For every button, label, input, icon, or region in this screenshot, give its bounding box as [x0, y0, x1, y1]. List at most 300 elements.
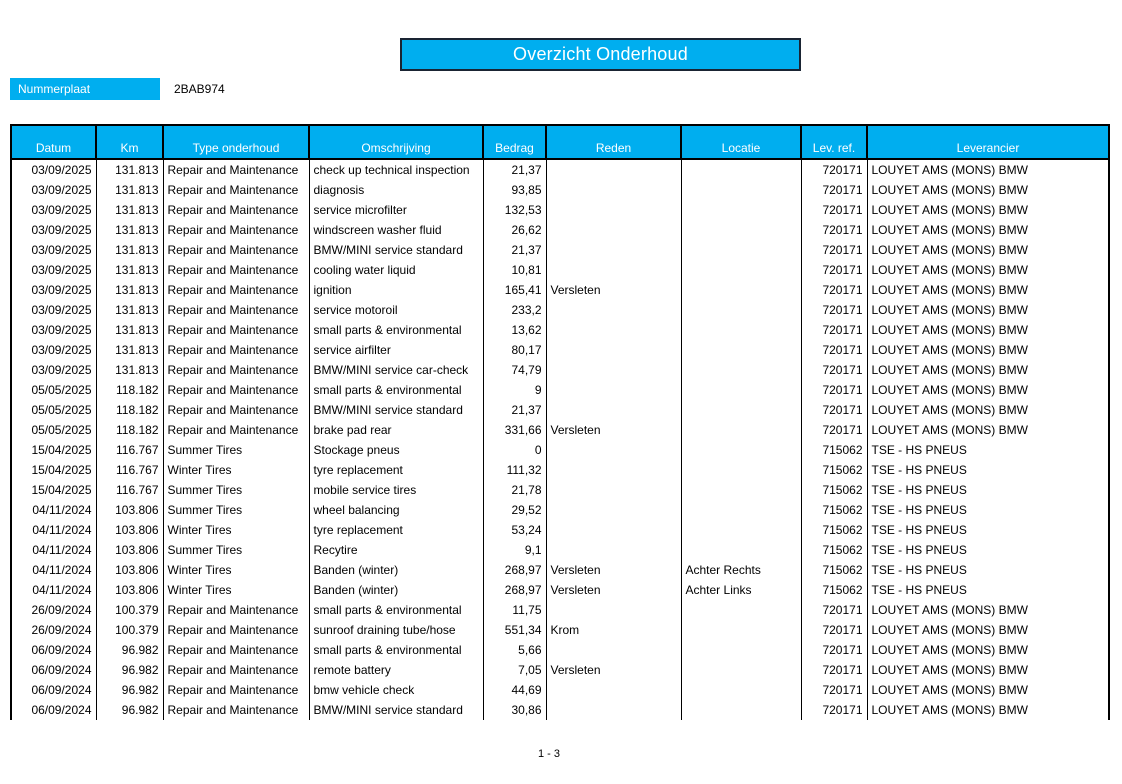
cell-omschrijving: service motoroil [309, 300, 483, 320]
cell-locatie [681, 340, 801, 360]
table-row [11, 680, 1109, 700]
cell-locatie [681, 400, 801, 420]
cell-omschrijving: BMW/MINI service car-check [309, 360, 483, 380]
cell-lev-ref: 720171 [801, 380, 867, 400]
cell-datum: 05/05/2025 [11, 400, 96, 420]
cell-lev-ref: 720171 [801, 660, 867, 680]
cell-km: 131.813 [96, 200, 163, 220]
cell-locatie [681, 460, 801, 480]
cell-leverancier: LOUYET AMS (MONS) BMW [867, 360, 1109, 380]
cell-type-onderhoud: Repair and Maintenance [163, 280, 309, 300]
cell-datum: 04/11/2024 [11, 540, 96, 560]
cell-type-onderhoud: Repair and Maintenance [163, 620, 309, 640]
cell-type-onderhoud: Winter Tires [163, 560, 309, 580]
cell-lev-ref: 720171 [801, 180, 867, 200]
cell-km: 118.182 [96, 380, 163, 400]
cell-bedrag: 11,75 [483, 600, 546, 620]
cell-reden [546, 340, 681, 360]
cell-km: 103.806 [96, 500, 163, 520]
cell-omschrijving: service microfilter [309, 200, 483, 220]
table-row [11, 380, 1109, 400]
cell-reden: Versleten [546, 280, 681, 300]
table-row [11, 300, 1109, 320]
table-row [11, 360, 1109, 380]
column-header-bedrag: Bedrag [483, 125, 546, 159]
cell-type-onderhoud: Winter Tires [163, 580, 309, 600]
cell-locatie [681, 180, 801, 200]
cell-leverancier: LOUYET AMS (MONS) BMW [867, 320, 1109, 340]
cell-type-onderhoud: Repair and Maintenance [163, 200, 309, 220]
cell-leverancier: TSE - HS PNEUS [867, 580, 1109, 600]
cell-leverancier: LOUYET AMS (MONS) BMW [867, 380, 1109, 400]
cell-omschrijving: brake pad rear [309, 420, 483, 440]
column-header-km: Km [96, 125, 163, 159]
cell-km: 116.767 [96, 440, 163, 460]
cell-lev-ref: 715062 [801, 500, 867, 520]
cell-lev-ref: 720171 [801, 260, 867, 280]
cell-locatie [681, 420, 801, 440]
table-header [11, 125, 1109, 159]
table-row [11, 520, 1109, 540]
cell-locatie [681, 520, 801, 540]
cell-lev-ref: 720171 [801, 280, 867, 300]
cell-bedrag: 21,37 [483, 240, 546, 260]
cell-leverancier: LOUYET AMS (MONS) BMW [867, 159, 1109, 180]
cell-lev-ref: 720171 [801, 200, 867, 220]
cell-locatie [681, 380, 801, 400]
maintenance-table [10, 124, 1110, 720]
cell-bedrag: 331,66 [483, 420, 546, 440]
cell-datum: 03/09/2025 [11, 159, 96, 180]
column-header-type-onderhoud: Type onderhoud [163, 125, 309, 159]
cell-datum: 03/09/2025 [11, 280, 96, 300]
cell-datum: 03/09/2025 [11, 300, 96, 320]
cell-reden [546, 440, 681, 460]
cell-leverancier: LOUYET AMS (MONS) BMW [867, 300, 1109, 320]
cell-leverancier: LOUYET AMS (MONS) BMW [867, 220, 1109, 240]
cell-bedrag: 26,62 [483, 220, 546, 240]
cell-lev-ref: 720171 [801, 400, 867, 420]
cell-type-onderhoud: Repair and Maintenance [163, 640, 309, 660]
table-row [11, 340, 1109, 360]
table-row [11, 700, 1109, 720]
cell-bedrag: 93,85 [483, 180, 546, 200]
cell-locatie [681, 200, 801, 220]
column-header-locatie: Locatie [681, 125, 801, 159]
cell-datum: 15/04/2025 [11, 480, 96, 500]
cell-datum: 06/09/2024 [11, 640, 96, 660]
cell-lev-ref: 720171 [801, 320, 867, 340]
cell-datum: 03/09/2025 [11, 260, 96, 280]
cell-leverancier: TSE - HS PNEUS [867, 520, 1109, 540]
table-row [11, 420, 1109, 440]
cell-leverancier: LOUYET AMS (MONS) BMW [867, 640, 1109, 660]
cell-lev-ref: 720171 [801, 680, 867, 700]
cell-type-onderhoud: Repair and Maintenance [163, 420, 309, 440]
cell-omschrijving: small parts & environmental [309, 640, 483, 660]
table-row [11, 240, 1109, 260]
cell-lev-ref: 720171 [801, 159, 867, 180]
cell-km: 103.806 [96, 520, 163, 540]
cell-km: 103.806 [96, 560, 163, 580]
cell-reden [546, 240, 681, 260]
cell-locatie [681, 700, 801, 720]
cell-datum: 03/09/2025 [11, 180, 96, 200]
cell-leverancier: LOUYET AMS (MONS) BMW [867, 200, 1109, 220]
cell-omschrijving: small parts & environmental [309, 320, 483, 340]
cell-datum: 06/09/2024 [11, 660, 96, 680]
cell-type-onderhoud: Repair and Maintenance [163, 159, 309, 180]
cell-km: 100.379 [96, 620, 163, 640]
cell-datum: 05/05/2025 [11, 420, 96, 440]
cell-locatie [681, 600, 801, 620]
cell-datum: 03/09/2025 [11, 220, 96, 240]
cell-datum: 06/09/2024 [11, 680, 96, 700]
cell-lev-ref: 720171 [801, 360, 867, 380]
cell-locatie [681, 480, 801, 500]
cell-type-onderhoud: Repair and Maintenance [163, 380, 309, 400]
cell-leverancier: TSE - HS PNEUS [867, 560, 1109, 580]
cell-type-onderhoud: Summer Tires [163, 540, 309, 560]
cell-lev-ref: 715062 [801, 560, 867, 580]
cell-km: 131.813 [96, 159, 163, 180]
cell-omschrijving: Recytire [309, 540, 483, 560]
cell-reden [546, 260, 681, 280]
cell-reden: Versleten [546, 420, 681, 440]
cell-locatie [681, 680, 801, 700]
table-row [11, 640, 1109, 660]
cell-omschrijving: windscreen washer fluid [309, 220, 483, 240]
cell-reden [546, 500, 681, 520]
cell-km: 131.813 [96, 360, 163, 380]
table-row [11, 560, 1109, 580]
cell-omschrijving: BMW/MINI service standard [309, 700, 483, 720]
table-row [11, 500, 1109, 520]
cell-lev-ref: 715062 [801, 540, 867, 560]
cell-bedrag: 9,1 [483, 540, 546, 560]
cell-leverancier: LOUYET AMS (MONS) BMW [867, 420, 1109, 440]
cell-type-onderhoud: Repair and Maintenance [163, 600, 309, 620]
cell-datum: 06/09/2024 [11, 700, 96, 720]
page-number: 1 - 3 [537, 748, 560, 760]
cell-leverancier: LOUYET AMS (MONS) BMW [867, 700, 1109, 720]
cell-lev-ref: 715062 [801, 480, 867, 500]
license-plate-label: Nummerplaat [10, 78, 160, 100]
cell-type-onderhoud: Repair and Maintenance [163, 700, 309, 720]
cell-omschrijving: ignition [309, 280, 483, 300]
cell-km: 118.182 [96, 420, 163, 440]
table-row [11, 600, 1109, 620]
cell-type-onderhoud: Repair and Maintenance [163, 400, 309, 420]
table-row [11, 220, 1109, 240]
cell-lev-ref: 720171 [801, 420, 867, 440]
cell-locatie [681, 220, 801, 240]
cell-leverancier: LOUYET AMS (MONS) BMW [867, 660, 1109, 680]
cell-km: 131.813 [96, 320, 163, 340]
cell-km: 118.182 [96, 400, 163, 420]
cell-km: 131.813 [96, 280, 163, 300]
cell-datum: 15/04/2025 [11, 460, 96, 480]
cell-type-onderhoud: Winter Tires [163, 460, 309, 480]
column-header-leverancier: Leverancier [867, 125, 1109, 159]
cell-locatie: Achter Rechts [681, 560, 801, 580]
cell-reden [546, 380, 681, 400]
table-row [11, 200, 1109, 220]
cell-bedrag: 7,05 [483, 660, 546, 680]
cell-leverancier: TSE - HS PNEUS [867, 500, 1109, 520]
table-row [11, 440, 1109, 460]
cell-datum: 04/11/2024 [11, 580, 96, 600]
cell-lev-ref: 720171 [801, 600, 867, 620]
cell-leverancier: LOUYET AMS (MONS) BMW [867, 240, 1109, 260]
table-row [11, 460, 1109, 480]
cell-omschrijving: service airfilter [309, 340, 483, 360]
cell-reden [546, 400, 681, 420]
cell-km: 131.813 [96, 180, 163, 200]
cell-reden [546, 460, 681, 480]
cell-km: 131.813 [96, 300, 163, 320]
cell-datum: 04/11/2024 [11, 500, 96, 520]
cell-km: 131.813 [96, 240, 163, 260]
cell-omschrijving: remote battery [309, 660, 483, 680]
cell-omschrijving: Stockage pneus [309, 440, 483, 460]
cell-leverancier: LOUYET AMS (MONS) BMW [867, 180, 1109, 200]
cell-lev-ref: 720171 [801, 220, 867, 240]
cell-reden [546, 220, 681, 240]
cell-reden [546, 640, 681, 660]
cell-type-onderhoud: Repair and Maintenance [163, 240, 309, 260]
cell-bedrag: 21,37 [483, 159, 546, 180]
cell-locatie [681, 300, 801, 320]
cell-reden [546, 480, 681, 500]
cell-locatie [681, 260, 801, 280]
table-row [11, 660, 1109, 680]
cell-reden: Krom [546, 620, 681, 640]
cell-omschrijving: check up technical inspection [309, 159, 483, 180]
cell-type-onderhoud: Repair and Maintenance [163, 180, 309, 200]
cell-bedrag: 74,79 [483, 360, 546, 380]
cell-lev-ref: 715062 [801, 520, 867, 540]
cell-km: 96.982 [96, 660, 163, 680]
cell-lev-ref: 720171 [801, 340, 867, 360]
cell-omschrijving: wheel balancing [309, 500, 483, 520]
cell-reden: Versleten [546, 580, 681, 600]
cell-bedrag: 21,78 [483, 480, 546, 500]
cell-datum: 04/11/2024 [11, 520, 96, 540]
cell-datum: 26/09/2024 [11, 620, 96, 640]
cell-locatie [681, 440, 801, 460]
cell-leverancier: TSE - HS PNEUS [867, 460, 1109, 480]
cell-omschrijving: cooling water liquid [309, 260, 483, 280]
cell-omschrijving: BMW/MINI service standard [309, 240, 483, 260]
cell-omschrijving: tyre replacement [309, 520, 483, 540]
cell-reden [546, 520, 681, 540]
cell-km: 116.767 [96, 480, 163, 500]
cell-type-onderhoud: Repair and Maintenance [163, 340, 309, 360]
cell-locatie [681, 240, 801, 260]
cell-km: 103.806 [96, 540, 163, 560]
cell-leverancier: LOUYET AMS (MONS) BMW [867, 680, 1109, 700]
cell-lev-ref: 720171 [801, 640, 867, 660]
cell-bedrag: 551,34 [483, 620, 546, 640]
cell-omschrijving: sunroof draining tube/hose [309, 620, 483, 640]
table-header-row [11, 125, 1109, 159]
cell-lev-ref: 720171 [801, 620, 867, 640]
table-row [11, 540, 1109, 560]
table-body [11, 159, 1109, 720]
maintenance-table-container [10, 124, 1108, 720]
cell-lev-ref: 715062 [801, 440, 867, 460]
cell-reden [546, 540, 681, 560]
cell-lev-ref: 720171 [801, 700, 867, 720]
cell-omschrijving: small parts & environmental [309, 380, 483, 400]
cell-reden [546, 180, 681, 200]
cell-reden: Versleten [546, 660, 681, 680]
cell-reden [546, 360, 681, 380]
table-row [11, 159, 1109, 180]
table-row [11, 260, 1109, 280]
cell-lev-ref: 720171 [801, 240, 867, 260]
cell-datum: 03/09/2025 [11, 320, 96, 340]
column-header-datum: Datum [11, 125, 96, 159]
cell-bedrag: 29,52 [483, 500, 546, 520]
cell-omschrijving: diagnosis [309, 180, 483, 200]
cell-omschrijving: Banden (winter) [309, 560, 483, 580]
cell-reden [546, 700, 681, 720]
table-row [11, 320, 1109, 340]
report-title-bar [400, 38, 801, 71]
column-header-reden: Reden [546, 125, 681, 159]
cell-reden [546, 300, 681, 320]
cell-locatie [681, 660, 801, 680]
cell-reden [546, 600, 681, 620]
cell-lev-ref: 715062 [801, 580, 867, 600]
license-plate-value: 2BAB974 [174, 82, 225, 96]
cell-locatie: Achter Links [681, 580, 801, 600]
cell-reden [546, 159, 681, 180]
cell-leverancier: LOUYET AMS (MONS) BMW [867, 260, 1109, 280]
cell-bedrag: 165,41 [483, 280, 546, 300]
cell-type-onderhoud: Repair and Maintenance [163, 680, 309, 700]
cell-locatie [681, 159, 801, 180]
cell-leverancier: LOUYET AMS (MONS) BMW [867, 400, 1109, 420]
cell-bedrag: 10,81 [483, 260, 546, 280]
cell-type-onderhoud: Repair and Maintenance [163, 360, 309, 380]
cell-omschrijving: tyre replacement [309, 460, 483, 480]
column-header-omschrijving: Omschrijving [309, 125, 483, 159]
cell-bedrag: 268,97 [483, 560, 546, 580]
cell-locatie [681, 280, 801, 300]
cell-bedrag: 5,66 [483, 640, 546, 660]
cell-datum: 26/09/2024 [11, 600, 96, 620]
cell-datum: 03/09/2025 [11, 360, 96, 380]
cell-leverancier: LOUYET AMS (MONS) BMW [867, 280, 1109, 300]
table-row [11, 400, 1109, 420]
cell-locatie [681, 620, 801, 640]
cell-type-onderhoud: Summer Tires [163, 500, 309, 520]
cell-omschrijving: BMW/MINI service standard [309, 400, 483, 420]
cell-datum: 15/04/2025 [11, 440, 96, 460]
cell-locatie [681, 500, 801, 520]
cell-bedrag: 21,37 [483, 400, 546, 420]
cell-bedrag: 268,97 [483, 580, 546, 600]
cell-bedrag: 80,17 [483, 340, 546, 360]
cell-leverancier: LOUYET AMS (MONS) BMW [867, 600, 1109, 620]
cell-reden [546, 680, 681, 700]
table-row [11, 580, 1109, 600]
cell-locatie [681, 320, 801, 340]
cell-km: 116.767 [96, 460, 163, 480]
cell-km: 96.982 [96, 680, 163, 700]
cell-km: 131.813 [96, 340, 163, 360]
cell-reden [546, 320, 681, 340]
cell-locatie [681, 540, 801, 560]
cell-omschrijving: bmw vehicle check [309, 680, 483, 700]
cell-datum: 03/09/2025 [11, 200, 96, 220]
cell-bedrag: 233,2 [483, 300, 546, 320]
license-plate-row [10, 78, 225, 100]
cell-bedrag: 111,32 [483, 460, 546, 480]
page-title: Overzicht Onderhoud [513, 44, 688, 64]
cell-type-onderhoud: Repair and Maintenance [163, 320, 309, 340]
table-row [11, 180, 1109, 200]
cell-type-onderhoud: Repair and Maintenance [163, 300, 309, 320]
cell-omschrijving: small parts & environmental [309, 600, 483, 620]
cell-bedrag: 30,86 [483, 700, 546, 720]
cell-locatie [681, 360, 801, 380]
cell-datum: 03/09/2025 [11, 340, 96, 360]
cell-reden [546, 200, 681, 220]
cell-leverancier: TSE - HS PNEUS [867, 440, 1109, 460]
cell-type-onderhoud: Repair and Maintenance [163, 660, 309, 680]
table-row [11, 280, 1109, 300]
cell-bedrag: 44,69 [483, 680, 546, 700]
cell-reden: Versleten [546, 560, 681, 580]
column-header-lev-ref: Lev. ref. [801, 125, 867, 159]
cell-km: 131.813 [96, 260, 163, 280]
cell-type-onderhoud: Winter Tires [163, 520, 309, 540]
cell-leverancier: LOUYET AMS (MONS) BMW [867, 340, 1109, 360]
cell-bedrag: 9 [483, 380, 546, 400]
cell-locatie [681, 640, 801, 660]
cell-datum: 05/05/2025 [11, 380, 96, 400]
cell-omschrijving: Banden (winter) [309, 580, 483, 600]
cell-lev-ref: 715062 [801, 460, 867, 480]
cell-datum: 03/09/2025 [11, 240, 96, 260]
cell-leverancier: LOUYET AMS (MONS) BMW [867, 620, 1109, 640]
table-row [11, 480, 1109, 500]
cell-km: 131.813 [96, 220, 163, 240]
cell-bedrag: 0 [483, 440, 546, 460]
cell-bedrag: 13,62 [483, 320, 546, 340]
table-row [11, 620, 1109, 640]
cell-lev-ref: 720171 [801, 300, 867, 320]
cell-omschrijving: mobile service tires [309, 480, 483, 500]
cell-bedrag: 132,53 [483, 200, 546, 220]
cell-bedrag: 53,24 [483, 520, 546, 540]
cell-km: 96.982 [96, 640, 163, 660]
cell-type-onderhoud: Repair and Maintenance [163, 220, 309, 240]
cell-km: 103.806 [96, 580, 163, 600]
cell-datum: 04/11/2024 [11, 560, 96, 580]
cell-km: 100.379 [96, 600, 163, 620]
cell-type-onderhoud: Summer Tires [163, 480, 309, 500]
cell-leverancier: TSE - HS PNEUS [867, 480, 1109, 500]
cell-type-onderhoud: Summer Tires [163, 440, 309, 460]
cell-type-onderhoud: Repair and Maintenance [163, 260, 309, 280]
cell-leverancier: TSE - HS PNEUS [867, 540, 1109, 560]
cell-km: 96.982 [96, 700, 163, 720]
